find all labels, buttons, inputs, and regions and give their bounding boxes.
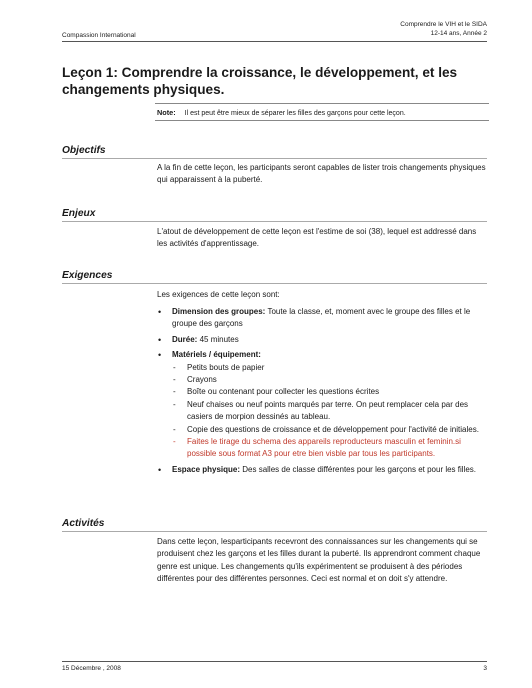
materials-list bbox=[172, 362, 487, 461]
objectifs-text: A la fin de cette leçon, les participants seront capables de lister trois changements physiques qui apparaissent à la puberté. bbox=[157, 163, 486, 185]
list-item-duration: • Durée: 45 minutes bbox=[157, 334, 487, 346]
section-divider bbox=[62, 283, 487, 284]
header-divider bbox=[62, 41, 487, 42]
activites-text: Dans cette leçon, lesparticipants recevront des connaissances sur les changements qui se produisent chez les garçons et les filles durant la puberté. Ils apprendront comment chaque genre est unique. Les changements qu'ils expérimentent se produisent à des périodes différentes pour des différentes personnes. Ceci est normal et on doit s'y attendre. bbox=[157, 537, 481, 584]
section-divider bbox=[62, 221, 487, 222]
list-item-materials: • Matériels / équipement: - Petits bouts de papier - Crayons - Boîte ou contenant pour collecter les questions écrites - Neuf chaises ou neuf points marqués par terre. On peut remplacer cela par des casiers de morpion dessinés au tableau. - Copie des questions de croissance et de développement pour l'activité de initiales. - Faites le tirage du schema des appareils reproducteurs masculin et feminin.si possible sous format A3 pour etre bien visble par tous les participants. bbox=[157, 349, 487, 461]
footer-divider bbox=[62, 661, 487, 662]
note-label: Note: bbox=[157, 108, 176, 117]
exigences-intro: Les exigences de cette leçon sont: bbox=[157, 290, 280, 299]
lesson-title: Leçon 1: Comprendre la croissance, le développement, et les changements physiques. bbox=[62, 65, 458, 97]
note-text: Il est peut être mieux de séparer les filles des garçons pour cette leçon. bbox=[184, 110, 406, 117]
list-item-physical-space: • Espace physique: Des salles de classe différentes pour les garçons et pour les filles. bbox=[157, 464, 487, 476]
section-divider bbox=[62, 158, 487, 159]
doc-title: Comprendre le VIH et le SIDA bbox=[400, 21, 487, 28]
material-item: - Boîte ou contenant pour collecter les questions écrites bbox=[172, 386, 487, 398]
running-header-right bbox=[400, 20, 487, 38]
doc-subtitle: 12-14 ans, Année 2 bbox=[430, 30, 487, 37]
heading-enjeux: Enjeux bbox=[62, 208, 96, 219]
material-item: - Petits bouts de papier bbox=[172, 362, 487, 374]
requirements-list bbox=[157, 306, 487, 479]
material-item-highlighted: - Faites le tirage du schema des appareils reproducteurs masculin et feminin.si possible sous format A3 pour etre bien visble par tous les participants. bbox=[172, 436, 487, 461]
list-item-group-size: • Dimension des groupes: Toute la classe, et, moment avec le groupe des filles et le groupe des garçons bbox=[157, 306, 487, 331]
material-item: - Neuf chaises ou neuf points marqués par terre. On peut remplacer cela par des casiers de morpion dessinés au tableau. bbox=[172, 399, 487, 424]
note-top-rule bbox=[155, 103, 489, 104]
footer-date: 15 Décembre , 2008 bbox=[62, 665, 121, 672]
page-number: 3 bbox=[483, 665, 487, 672]
heading-exigences: Exigences bbox=[62, 270, 113, 281]
material-item: - Crayons bbox=[172, 374, 487, 386]
heading-activites: Activités bbox=[62, 518, 105, 529]
material-item: - Copie des questions de croissance et de développement pour l'activité de initiales. bbox=[172, 424, 487, 436]
note-box bbox=[157, 108, 406, 117]
enjeux-text: L'atout de développement de cette leçon est l'estime de soi (38), lequel est addressé dans les activités d'apprentissage. bbox=[157, 227, 477, 249]
heading-objectifs: Objectifs bbox=[62, 145, 106, 156]
section-divider bbox=[62, 531, 487, 532]
note-bottom-rule bbox=[155, 120, 489, 121]
organization-name: Compassion International bbox=[62, 32, 136, 39]
